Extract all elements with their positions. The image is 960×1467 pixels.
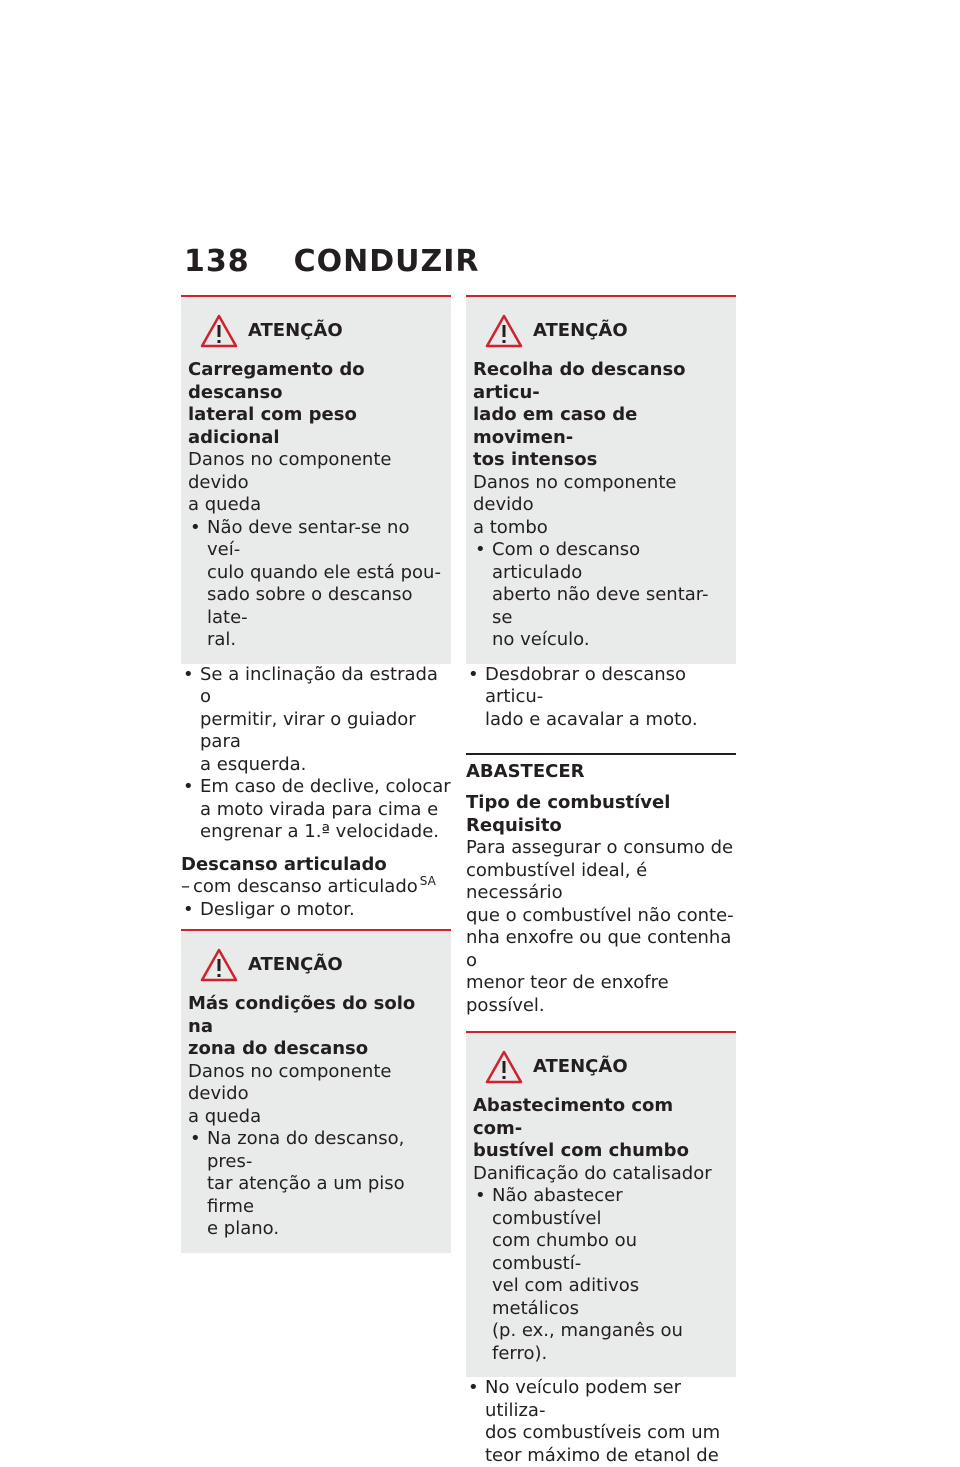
list-item bbox=[473, 539, 728, 652]
warning-label: ATENÇÃO bbox=[533, 1056, 628, 1079]
text-line: • Se a inclinação da estrada o bbox=[200, 664, 451, 709]
text-line: • Desdobrar o descanso articu- bbox=[485, 664, 736, 709]
paragraph bbox=[466, 837, 736, 1017]
list-item: • Desligar o motor. bbox=[181, 899, 451, 922]
list-item bbox=[466, 1377, 736, 1467]
warning-box bbox=[181, 295, 451, 664]
right-column bbox=[466, 295, 736, 1467]
text-line: Danos no componente devido bbox=[188, 1061, 443, 1106]
text-line: tos intensos bbox=[473, 449, 728, 472]
warning-title bbox=[188, 359, 443, 449]
text-line: Más condições do solo na bbox=[188, 993, 443, 1038]
variant-text: com descanso articulado bbox=[193, 876, 418, 897]
warning-description bbox=[473, 472, 728, 540]
text-line: (p. ex., manganês ou ferro). bbox=[492, 1320, 728, 1365]
text-line: Danos no componente devido bbox=[188, 449, 443, 494]
text-line: tar atenção a um piso firme bbox=[207, 1173, 443, 1218]
instruction-list bbox=[181, 664, 451, 844]
page-header bbox=[184, 244, 480, 279]
subheading: Descanso articulado bbox=[181, 854, 451, 877]
warning-title bbox=[473, 359, 728, 472]
instruction-list bbox=[466, 1377, 736, 1467]
text-line: • No veículo podem ser utiliza- bbox=[485, 1377, 736, 1422]
text-line: Danificação do catalisador bbox=[473, 1163, 728, 1186]
text-line: • Na zona do descanso, pres- bbox=[207, 1128, 443, 1173]
variant-line bbox=[181, 876, 451, 899]
warning-box bbox=[181, 929, 451, 1253]
subheading: Tipo de combustível bbox=[466, 792, 736, 815]
chapter-title: CONDUZIR bbox=[294, 244, 480, 279]
text-line: com chumbo ou combustí- bbox=[492, 1230, 728, 1275]
text-line: Abastecimento com com- bbox=[473, 1095, 728, 1140]
text-line: e plano. bbox=[207, 1218, 443, 1241]
text-line: aberto não deve sentar-se bbox=[492, 584, 728, 629]
subheading: Requisito bbox=[466, 815, 736, 838]
warning-header bbox=[485, 1049, 728, 1085]
text-line: teor máximo de etanol de bbox=[485, 1445, 736, 1467]
instruction-list bbox=[466, 664, 736, 732]
text-line: lado e acavalar a moto. bbox=[485, 709, 736, 732]
warning-description bbox=[188, 449, 443, 517]
warning-header bbox=[485, 313, 728, 349]
text-line: ral. bbox=[207, 629, 443, 652]
page-number: 138 bbox=[184, 244, 250, 279]
text-line: zona do descanso bbox=[188, 1038, 443, 1061]
text-line: a queda bbox=[188, 494, 443, 517]
text-line: Recolha do descanso articu- bbox=[473, 359, 728, 404]
list-item bbox=[466, 664, 736, 732]
list-item bbox=[473, 1185, 728, 1365]
text-line: a moto virada para cima e bbox=[200, 799, 451, 822]
text-line: Danos no componente devido bbox=[473, 472, 728, 517]
text-line: a queda bbox=[188, 1106, 443, 1129]
instruction-list bbox=[181, 899, 451, 922]
text-line: a tombo bbox=[473, 517, 728, 540]
list-item bbox=[188, 1128, 443, 1241]
warning-triangle-icon bbox=[485, 314, 523, 348]
warning-title bbox=[188, 993, 443, 1061]
text-line: vel com aditivos metálicos bbox=[492, 1275, 728, 1320]
warning-bullets bbox=[473, 1185, 728, 1365]
text-line: combustível ideal, é necessário bbox=[466, 860, 736, 905]
warning-description bbox=[473, 1163, 728, 1186]
warning-header bbox=[200, 313, 443, 349]
warning-description bbox=[188, 1061, 443, 1129]
warning-triangle-icon bbox=[200, 948, 238, 982]
warning-bullets bbox=[188, 517, 443, 652]
text-line: dos combustíveis com um bbox=[485, 1422, 736, 1445]
text-line: engrenar a 1.ª velocidade. bbox=[200, 821, 451, 844]
text-line: • Não deve sentar-se no veí- bbox=[207, 517, 443, 562]
text-line: no veículo. bbox=[492, 629, 728, 652]
text-line: culo quando ele está pou- bbox=[207, 562, 443, 585]
text-line: • Com o descanso articulado bbox=[492, 539, 728, 584]
sa-superscript: SA bbox=[420, 874, 436, 888]
warning-box bbox=[466, 295, 736, 664]
text-line: Para assegurar o consumo de bbox=[466, 837, 736, 860]
text-line: Carregamento do descanso bbox=[188, 359, 443, 404]
list-item bbox=[188, 517, 443, 652]
text-line: • Não abastecer combustível bbox=[492, 1185, 728, 1230]
section-heading: ABASTECER bbox=[466, 753, 736, 782]
text-line: • Em caso de declive, colocar bbox=[200, 776, 451, 799]
warning-triangle-icon bbox=[485, 1050, 523, 1084]
warning-box bbox=[466, 1031, 736, 1377]
warning-triangle-icon bbox=[200, 314, 238, 348]
warning-bullets bbox=[188, 1128, 443, 1241]
text-line: a esquerda. bbox=[200, 754, 451, 777]
text-line: bustível com chumbo bbox=[473, 1140, 728, 1163]
text-line: lado em caso de movimen- bbox=[473, 404, 728, 449]
text-line: sado sobre o descanso late- bbox=[207, 584, 443, 629]
text-line: nha enxofre ou que contenha o bbox=[466, 927, 736, 972]
list-item bbox=[181, 776, 451, 844]
warning-bullets bbox=[473, 539, 728, 652]
left-column bbox=[181, 295, 451, 1253]
text-line: permitir, virar o guiador para bbox=[200, 709, 451, 754]
text-line: menor teor de enxofre possível. bbox=[466, 972, 736, 1017]
warning-label: ATENÇÃO bbox=[533, 320, 628, 343]
warning-label: ATENÇÃO bbox=[248, 320, 343, 343]
warning-title bbox=[473, 1095, 728, 1163]
text-line: que o combustível não conte- bbox=[466, 905, 736, 928]
warning-header bbox=[200, 947, 443, 983]
warning-label: ATENÇÃO bbox=[248, 954, 343, 977]
text-line: lateral com peso adicional bbox=[188, 404, 443, 449]
list-item bbox=[181, 664, 451, 777]
